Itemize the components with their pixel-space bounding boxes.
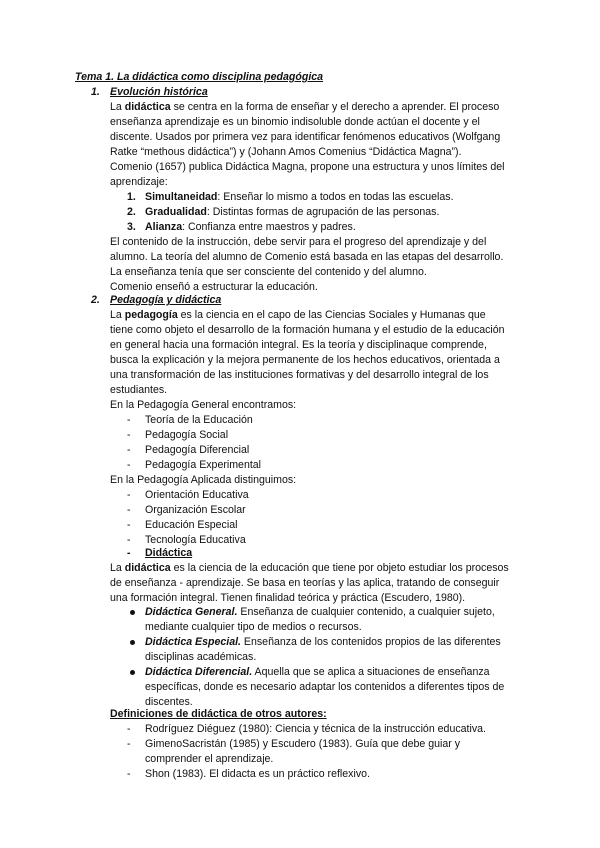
- paragraph-line: busca la explicación y la mejora permanente de los hechos educativos, orientada a: [110, 354, 500, 366]
- bullet-item: Didáctica Diferencial. Aquella que se aplica a situaciones de enseñanza: [145, 666, 490, 678]
- list-number: 3.: [127, 221, 136, 233]
- bullet-item-cont: específicas, donde es necesario adaptar los contenidos a diferentes tipos de: [145, 681, 505, 693]
- dash-marker: -: [127, 547, 131, 559]
- definitions-heading: Definiciones de didáctica de otros autores:: [110, 708, 327, 720]
- paragraph-line: una formación integral. Tienen finalidad teórica y práctica (Escudero, 1980).: [110, 592, 466, 604]
- list-item: Simultaneidad: Enseñar lo mismo a todos en todas las escuelas.: [145, 191, 454, 203]
- dash-marker: -: [127, 519, 131, 531]
- document-title: Tema 1. La didáctica como disciplina pedagógica: [75, 71, 324, 83]
- list-item: Educación Especial: [145, 519, 238, 531]
- bullet-item: Didáctica General. Enseñanza de cualquier contenido, a cualquier sujeto,: [145, 606, 495, 618]
- list-item: Pedagogía Social: [145, 429, 229, 441]
- bullet-dot: [130, 610, 135, 615]
- paragraph-line: de enseñanza - aprendizaje. Se basa en teorías y las aplica, tratando de conseguir: [110, 577, 500, 589]
- paragraph-line: Comenio (1657) publica Didáctica Magna, propone una estructura y unos límites del: [110, 161, 505, 173]
- didactica-heading: Didáctica: [145, 547, 193, 559]
- bullet-item-cont: discentes.: [145, 696, 193, 708]
- dash-marker: -: [127, 444, 131, 456]
- definition-item: GimenoSacristán (1985) y Escudero (1983). Guía que debe guiar y: [145, 738, 461, 750]
- paragraph-line: La didáctica se centra en la forma de enseñar y el derecho a aprender. El proceso: [110, 101, 500, 113]
- list-item: Pedagogía Experimental: [145, 459, 262, 471]
- dash-marker: -: [127, 459, 131, 471]
- general-intro: En la Pedagogía General encontramos:: [110, 399, 297, 411]
- applied-intro: En la Pedagogía Aplicada distinguimos:: [110, 474, 297, 486]
- list-item: Tecnología Educativa: [145, 534, 246, 546]
- paragraph-line: estudiantes.: [110, 384, 168, 396]
- list-item: Alianza: Confianza entre maestros y padres.: [145, 221, 356, 233]
- paragraph-line: alumno. La teoría del alumno de Comenio está basada en las etapas del desarrollo.: [110, 251, 504, 263]
- paragraph-line: discente. Usados por primera vez para identificar fenómenos educativos (Wolfgang: [110, 131, 501, 143]
- paragraph-line: Comenio enseñó a estructurar la educación.: [110, 281, 318, 293]
- dash-marker: -: [127, 489, 131, 501]
- bullet-dot: [130, 640, 135, 645]
- paragraph-line: aprendizaje:: [110, 176, 168, 188]
- bullet-item-cont: disciplinas académicas.: [145, 651, 257, 663]
- dash-marker: -: [127, 429, 131, 441]
- paragraph-line: tiene como objeto el desarrollo de la formación humana y el estudio de la educación: [110, 324, 505, 336]
- list-item: Pedagogía Diferencial: [145, 444, 250, 456]
- dash-marker: -: [127, 504, 131, 516]
- list-item: Orientación Educativa: [145, 489, 249, 501]
- definition-item-cont: comprender el aprendizaje.: [145, 753, 274, 765]
- dash-marker: -: [127, 534, 131, 546]
- paragraph-line: en general hacia una formación integral. Es la teoría y disciplinaque comprende,: [110, 339, 487, 351]
- bullet-item-cont: mediante cualquier tipo de medios o recursos.: [145, 621, 362, 633]
- section-2-number: 2.: [91, 294, 100, 306]
- paragraph-line: El contenido de la instrucción, debe servir para el progreso del aprendizaje y del: [110, 236, 487, 248]
- list-item: Teoría de la Educación: [145, 414, 253, 426]
- section-1-number: 1.: [91, 86, 100, 98]
- bullet-dot: [130, 670, 135, 675]
- list-number: 2.: [127, 206, 136, 218]
- section-1-heading: Evolución histórica: [110, 86, 208, 98]
- list-number: 1.: [127, 191, 136, 203]
- paragraph-line: Ratke “methous didáctica”) y (Johann Amos Comenius “Didáctica Magna”).: [110, 146, 462, 158]
- bullet-item: Didáctica Especial. Enseñanza de los contenidos propios de las diferentes: [145, 636, 501, 648]
- dash-marker: -: [127, 768, 131, 780]
- definition-item: Rodríguez Diéguez (1980): Ciencia y técnica de la instrucción educativa.: [145, 723, 486, 735]
- paragraph-line: enseñanza aprendizaje es un binomio indisoluble donde actúan el docente y el: [110, 116, 480, 128]
- paragraph-line: La didáctica es la ciencia de la educación que tiene por objeto estudiar los procesos: [110, 562, 509, 574]
- section-2-heading: Pedagogía y didáctica: [110, 294, 222, 306]
- dash-marker: -: [127, 414, 131, 426]
- list-item: Organización Escolar: [145, 504, 246, 516]
- definition-item: Shon (1983). El didacta es un práctico reflexivo.: [145, 768, 370, 780]
- paragraph-line: La pedagogía es la ciencia en el capo de las Ciencias Sociales y Humanas que: [110, 309, 486, 321]
- paragraph-line: una transformación de las instituciones formativas y del desarrollo integral de los: [110, 369, 489, 381]
- paragraph-line: La enseñanza tenía que ser consciente del contenido y del alumno.: [110, 266, 427, 278]
- list-item: Gradualidad: Distintas formas de agrupación de las personas.: [145, 206, 440, 218]
- dash-marker: -: [127, 738, 131, 750]
- dash-marker: -: [127, 723, 131, 735]
